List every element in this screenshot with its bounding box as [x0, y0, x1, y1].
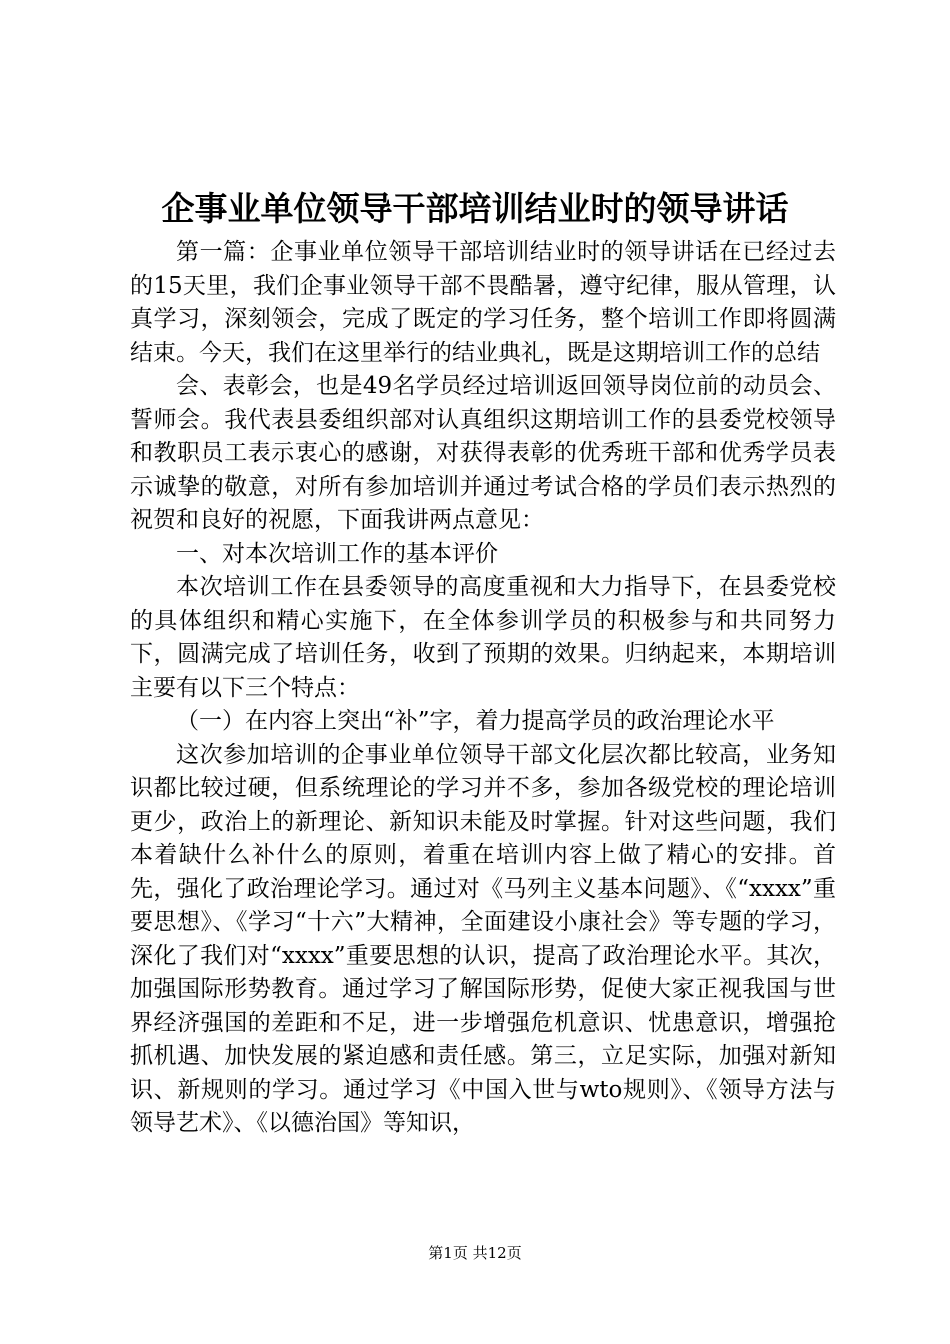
- page-footer: [0, 1243, 950, 1263]
- page-number: 第1页: [428, 1244, 468, 1262]
- document-title: 企事业单位领导干部培训结业时的领导讲话: [161, 189, 789, 228]
- page-total: 共12页: [472, 1244, 522, 1262]
- document-body: [130, 236, 836, 1141]
- section-heading-evaluation: 一、对本次培训工作的基本评价: [176, 540, 498, 567]
- paragraph-overview: 本次培训工作在县委领导的高度重视和大力指导下，在县委党校的具体组织和精心实施下，在全体参训学员的积极参与和共同努力下，圆满完成了培训任务，收到了预期的效果。归纳起来，本期培训主要有以下三个特点：: [130, 574, 836, 701]
- paragraph-meeting: 会、表彰会，也是49名学员经过培训返回领导岗位前的动员会、誓师会。我代表县委组织部对认真组织这期培训工作的县委党校领导和教职员工表示衷心的感谢，对获得表彰的优秀班干部和优秀学员表示诚挚的敬意，对所有参加培训并通过考试合格的学员们表示热烈的祝贺和良好的祝愿，下面我讲两点意见：: [130, 373, 836, 533]
- paragraph-intro: 第一篇：企事业单位领导干部培训结业时的领导讲话在已经过去的15天里，我们企事业领导干部不畏酷暑，遵守纪律，服从管理，认真学习，深刻领会，完成了既定的学习任务，整个培训工作即将圆满结束。今天，我们在这里举行的结业典礼，既是这期培训工作的总结: [130, 239, 836, 366]
- paragraph-content-detail: 这次参加培训的企事业单位领导干部文化层次都比较高，业务知识都比较过硬，但系统理论的学习并不多，参加各级党校的理论培训更少，政治上的新理论、新知识未能及时掌握。针对这些问题，我们本着缺什么补什么的原则，着重在培训内容上做了精心的安排。首先，强化了政治理论学习。通过对《马列主义基本问题》、《“xxxx”重要思想》、《学习“十六”大精神，全面建设小康社会》等专题的学习，深化了我们对“xxxx”重要思想的认识，提高了政治理论水平。其次，加强国际形势教育。通过学习了解国际形势，促使大家正视我国与世界经济强国的差距和不足，进一步增强危机意识、忧患意识，增强抢抓机遇、加快发展的紧迫感和责任感。第三，立足实际，加强对新知识、新规则的学习。通过学习《中国入世与wto规则》、《领导方法与领导艺术》、《以德治国》等知识，: [130, 741, 836, 1136]
- subsection-heading-content: （一）在内容上突出“补”字，着力提高学员的政治理论水平: [176, 708, 775, 734]
